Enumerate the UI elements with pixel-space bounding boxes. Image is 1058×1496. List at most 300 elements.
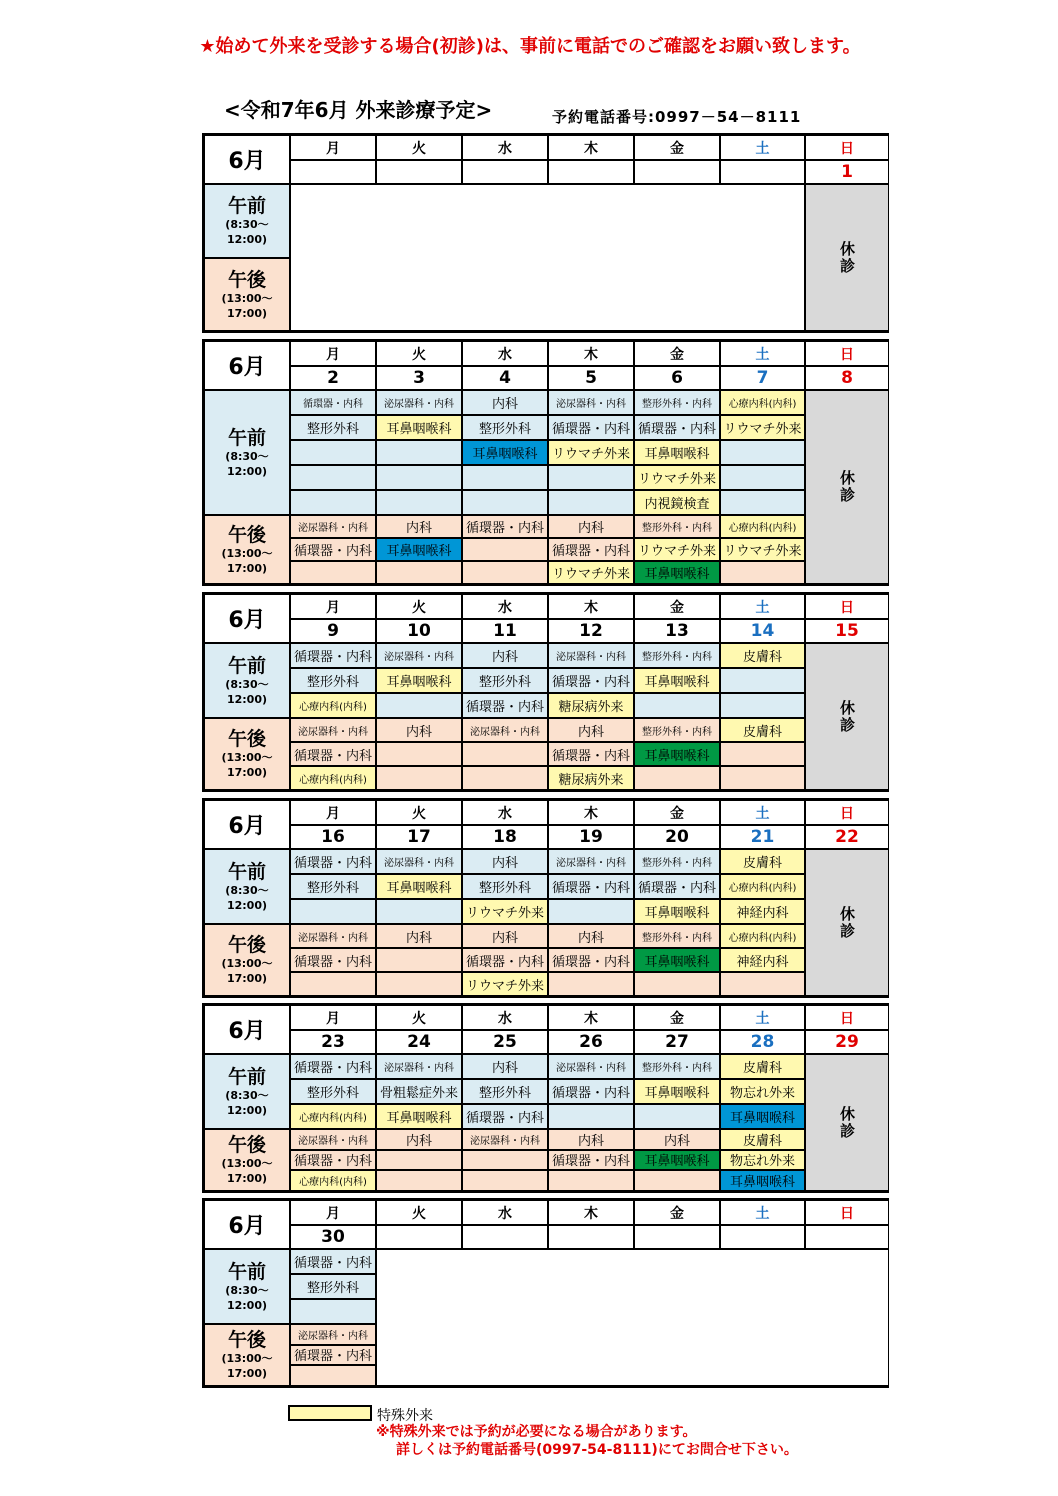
- weekday-label: 金: [634, 800, 720, 825]
- date-cell: 18: [462, 825, 548, 849]
- schedule-cell: 耳鼻咽喉科: [634, 440, 720, 465]
- date-cell: 14: [720, 619, 805, 643]
- slot-hours-close: 17:00): [226, 766, 268, 779]
- schedule-cell: 内科: [376, 718, 462, 742]
- schedule-cell: 泌尿器科・内科: [376, 390, 462, 415]
- schedule-cell: 整形外科・内科: [634, 849, 720, 874]
- schedule-cell-empty: [376, 465, 462, 490]
- schedule-cell-empty: [290, 465, 376, 490]
- weekday-label: 火: [376, 800, 462, 825]
- weekday-label: 日: [805, 135, 889, 160]
- weekday-label: 月: [290, 1200, 376, 1225]
- schedule-cell: 整形外科: [462, 1079, 548, 1104]
- schedule-cell: 循環器・内科: [548, 948, 634, 972]
- schedule-cell: 整形外科: [290, 874, 376, 899]
- schedule-cell-empty: [376, 693, 462, 718]
- schedule-cell: 整形外科・内科: [634, 718, 720, 742]
- slot-title: 午前: [227, 1065, 266, 1088]
- weekday-label: 金: [634, 594, 720, 619]
- slot-title: 午後: [227, 268, 266, 291]
- schedule-cell: リウマチ外来: [634, 465, 720, 490]
- schedule-cell: 循環器・内科: [290, 1054, 376, 1079]
- slot-hours-close: 12:00): [226, 1298, 268, 1312]
- schedule-cell-empty: [376, 948, 462, 972]
- schedule-cell-empty: [290, 561, 376, 584]
- slot-hours-open: (13:00～: [221, 1157, 273, 1170]
- schedule-cell-empty: [634, 1104, 720, 1129]
- weekday-label: 木: [548, 594, 634, 619]
- date-cell: [548, 160, 634, 184]
- page-title: <令和7年6月 外来診療予定>: [224, 98, 493, 122]
- weekday-label: 木: [548, 135, 634, 160]
- schedule-cell: 耳鼻咽喉科: [462, 440, 548, 465]
- schedule-cell: リウマチ外来: [548, 561, 634, 584]
- schedule-cell: 泌尿器科・内科: [376, 849, 462, 874]
- date-cell: 4: [462, 366, 548, 390]
- date-cell: [548, 1225, 634, 1249]
- schedule-cell: 循環器・内科: [290, 643, 376, 668]
- schedule-cell: 循環器・内科: [290, 390, 376, 415]
- date-cell: [634, 160, 720, 184]
- schedule-cell-empty: [548, 1104, 634, 1129]
- date-cell: 22: [805, 825, 889, 849]
- date-cell: 25: [462, 1030, 548, 1054]
- schedule-cell: 心療内科(内科): [290, 693, 376, 718]
- morning-label: [204, 849, 290, 924]
- schedule-cell: 耳鼻咽喉科: [634, 668, 720, 693]
- schedule-cell: 泌尿器科・内科: [376, 1054, 462, 1079]
- weekday-label: 土: [720, 594, 805, 619]
- schedule-cell: 整形外科・内科: [634, 643, 720, 668]
- schedule-cell: 整形外科: [462, 415, 548, 440]
- schedule-cell: 耳鼻咽喉科: [634, 899, 720, 924]
- schedule-cell: 耳鼻咽喉科: [376, 668, 462, 693]
- schedule-cell: 泌尿器科・内科: [290, 1129, 376, 1150]
- schedule-cell: 整形外科・内科: [634, 390, 720, 415]
- weekday-label: 月: [290, 1005, 376, 1030]
- schedule-cell-empty: [548, 465, 634, 490]
- date-cell: 5: [548, 366, 634, 390]
- weekday-label: 火: [376, 594, 462, 619]
- schedule-cell-empty: [290, 490, 376, 515]
- schedule-cell: 循環器・内科: [290, 849, 376, 874]
- weekday-label: 水: [462, 1005, 548, 1030]
- date-cell: 20: [634, 825, 720, 849]
- schedule-cell: 泌尿器科・内科: [548, 643, 634, 668]
- schedule-cell: 内科: [634, 1129, 720, 1150]
- schedule-cell: 循環器・内科: [548, 742, 634, 766]
- date-cell: [462, 160, 548, 184]
- weekday-label: 木: [548, 341, 634, 366]
- weekday-label: 土: [720, 1200, 805, 1225]
- date-cell: 1: [805, 160, 889, 184]
- slot-title: 午前: [227, 195, 266, 217]
- schedule-cell: 整形外科・内科: [634, 515, 720, 538]
- slot-hours-close: 12:00): [226, 1103, 268, 1117]
- weekday-label: 火: [376, 1005, 462, 1030]
- schedule-cell: 循環器・内科: [548, 1150, 634, 1171]
- week-block: [202, 798, 889, 998]
- schedule-cell: 整形外科: [290, 1274, 376, 1299]
- schedule-cell-empty: [548, 972, 634, 996]
- schedule-cell: 神経内科: [720, 899, 805, 924]
- schedule-cell: 心療内科(内科): [720, 515, 805, 538]
- date-cell: 9: [290, 619, 376, 643]
- schedule-cell: 耳鼻咽喉科: [634, 1079, 720, 1104]
- date-cell: 13: [634, 619, 720, 643]
- no-clinic-area: [376, 1249, 889, 1386]
- schedule-cell: 整形外科: [462, 668, 548, 693]
- schedule-cell: 心療内科(内科): [290, 766, 376, 790]
- schedule-cell: 内科: [376, 924, 462, 948]
- schedule-cell: 内科: [462, 1054, 548, 1079]
- schedule-cell-empty: [720, 440, 805, 465]
- schedule-cell-empty: [376, 766, 462, 790]
- slot-hours-open: (8:30～: [225, 883, 269, 897]
- date-cell: 15: [805, 619, 889, 643]
- weekday-label: 水: [462, 1200, 548, 1225]
- schedule-cell: 泌尿器科・内科: [548, 390, 634, 415]
- schedule-cell: リウマチ外来: [462, 972, 548, 996]
- schedule-cell-empty: [290, 1365, 376, 1386]
- schedule-cell-empty: [462, 1150, 548, 1171]
- week-block: [202, 1003, 889, 1193]
- schedule-cell: 整形外科: [462, 874, 548, 899]
- weekday-label: 木: [548, 1005, 634, 1030]
- slot-hours-close: 17:00): [226, 1172, 268, 1185]
- schedule-cell: 物忘れ外来: [720, 1079, 805, 1104]
- slot-title: 午前: [227, 654, 266, 677]
- morning-label: [204, 390, 290, 515]
- schedule-cell: 循環器・内科: [462, 693, 548, 718]
- schedule-cell: 心療内科(内科): [290, 1170, 376, 1191]
- date-cell: 24: [376, 1030, 462, 1054]
- schedule-cell: 泌尿器科・内科: [290, 515, 376, 538]
- reservation-note: [376, 1423, 798, 1459]
- slot-title: 午後: [227, 728, 266, 750]
- date-cell: 11: [462, 619, 548, 643]
- schedule-cell: 循環器・内科: [290, 948, 376, 972]
- weekday-label: 土: [720, 341, 805, 366]
- weekday-label: 木: [548, 1200, 634, 1225]
- date-cell: [720, 160, 805, 184]
- weekday-label: 月: [290, 800, 376, 825]
- schedule-cell-empty: [376, 1170, 462, 1191]
- schedule-cell-empty: [720, 766, 805, 790]
- date-cell: 29: [805, 1030, 889, 1054]
- slot-hours-close: 12:00): [226, 692, 268, 706]
- schedule-cell-empty: [720, 490, 805, 515]
- week-block: [202, 592, 889, 792]
- schedule-cell: 循環器・内科: [290, 1249, 376, 1274]
- date-cell: 19: [548, 825, 634, 849]
- schedule-cell: 耳鼻咽喉科: [720, 1170, 805, 1191]
- schedule-cell: リウマチ外来: [720, 538, 805, 561]
- date-cell: 27: [634, 1030, 720, 1054]
- slot-hours-close: 17:00): [226, 1367, 268, 1380]
- date-cell: [462, 1225, 548, 1249]
- week-block: [202, 1198, 889, 1388]
- afternoon-label: [204, 1129, 290, 1191]
- date-cell: 3: [376, 366, 462, 390]
- weekday-label: 土: [720, 1005, 805, 1030]
- schedule-cell: 整形外科: [290, 668, 376, 693]
- schedule-cell-empty: [290, 972, 376, 996]
- schedule-cell: 整形外科・内科: [634, 924, 720, 948]
- slot-title: 午後: [227, 523, 266, 546]
- date-cell: 10: [376, 619, 462, 643]
- schedule-cell: 心療内科(内科): [290, 1104, 376, 1129]
- schedule-cell-empty: [720, 465, 805, 490]
- schedule-cell: 心療内科(内科): [720, 390, 805, 415]
- schedule-cell-empty: [720, 668, 805, 693]
- schedule-cell-empty: [376, 899, 462, 924]
- schedule-cell: 耳鼻咽喉科: [720, 1104, 805, 1129]
- schedule-cell-empty: [462, 766, 548, 790]
- date-cell: 26: [548, 1030, 634, 1054]
- slot-hours-open: (8:30～: [225, 449, 269, 463]
- morning-label: [204, 643, 290, 718]
- schedule-cell: 循環器・内科: [548, 1079, 634, 1104]
- schedule-cell: 循環器・内科: [462, 515, 548, 538]
- weekday-label: 金: [634, 341, 720, 366]
- slot-hours-open: (13:00～: [221, 751, 273, 764]
- schedule-cell: 内視鏡検査: [634, 490, 720, 515]
- schedule-cell-empty: [720, 742, 805, 766]
- date-cell: 12: [548, 619, 634, 643]
- schedule-cell: 泌尿器科・内科: [376, 643, 462, 668]
- slot-hours-open: (13:00～: [221, 1352, 273, 1365]
- date-cell: 7: [720, 366, 805, 390]
- schedule-cell: 皮膚科: [720, 643, 805, 668]
- weekday-label: 土: [720, 800, 805, 825]
- date-cell: 28: [720, 1030, 805, 1054]
- slot-hours-open: (13:00～: [221, 546, 273, 560]
- slot-hours-close: 17:00): [226, 972, 268, 985]
- schedule-cell: リウマチ外来: [548, 440, 634, 465]
- schedule-cell-empty: [548, 490, 634, 515]
- weekday-label: 水: [462, 800, 548, 825]
- schedule-cell: 循環器・内科: [634, 874, 720, 899]
- schedule-cell: 整形外科: [290, 1079, 376, 1104]
- schedule-cell-empty: [290, 899, 376, 924]
- schedule-cell-empty: [462, 1170, 548, 1191]
- weekday-label: 月: [290, 594, 376, 619]
- date-cell: [290, 160, 376, 184]
- sunday-closed: 休診: [805, 849, 889, 996]
- schedule-cell-empty: [720, 972, 805, 996]
- week-block: [202, 133, 889, 333]
- weekday-label: 火: [376, 135, 462, 160]
- schedule-cell: 循環器・内科: [462, 948, 548, 972]
- weekday-label: 水: [462, 135, 548, 160]
- week-block: [202, 339, 889, 586]
- schedule-cell: 内科: [462, 643, 548, 668]
- schedule-cell: 内科: [462, 390, 548, 415]
- month-label: 6月: [204, 594, 290, 643]
- morning-label: [204, 184, 290, 258]
- date-cell: 16: [290, 825, 376, 849]
- date-cell: 6: [634, 366, 720, 390]
- schedule-cell: 耳鼻咽喉科: [634, 1150, 720, 1171]
- schedule-cell-empty: [634, 972, 720, 996]
- schedule-cell: 循環器・内科: [462, 1104, 548, 1129]
- schedule-cell-empty: [462, 561, 548, 584]
- schedule-cell: 耳鼻咽喉科: [634, 561, 720, 584]
- date-cell: 21: [720, 825, 805, 849]
- month-label: 6月: [204, 341, 290, 390]
- schedule-cell: 整形外科・内科: [634, 1054, 720, 1079]
- date-cell: [634, 1225, 720, 1249]
- morning-label: [204, 1249, 290, 1324]
- weekday-label: 日: [805, 341, 889, 366]
- date-cell: [720, 1225, 805, 1249]
- schedule-cell: 耳鼻咽喉科: [376, 538, 462, 561]
- sunday-closed: 休診: [805, 643, 889, 790]
- weekday-label: 金: [634, 135, 720, 160]
- schedule-cell: 心療内科(内科): [720, 924, 805, 948]
- weekday-label: 金: [634, 1005, 720, 1030]
- weekday-label: 月: [290, 135, 376, 160]
- schedule-cell: 糖尿病外来: [548, 693, 634, 718]
- date-cell: 30: [290, 1225, 376, 1249]
- weekday-label: 金: [634, 1200, 720, 1225]
- schedule-cell-empty: [376, 742, 462, 766]
- schedule-cell: リウマチ外来: [720, 415, 805, 440]
- schedule-cell: 耳鼻咽喉科: [634, 948, 720, 972]
- month-label: 6月: [204, 1200, 290, 1249]
- afternoon-label: [204, 515, 290, 584]
- schedule-cell-empty: [634, 766, 720, 790]
- schedule-cell: 皮膚科: [720, 849, 805, 874]
- schedule-cell: 泌尿器科・内科: [290, 1324, 376, 1345]
- schedule-cell-empty: [720, 693, 805, 718]
- schedule-cell: 循環器・内科: [548, 668, 634, 693]
- weekday-label: 日: [805, 594, 889, 619]
- slot-hours-open: (8:30～: [225, 218, 269, 231]
- slot-hours-close: 12:00): [226, 898, 268, 912]
- weekday-label: 火: [376, 341, 462, 366]
- schedule-cell: 泌尿器科・内科: [290, 924, 376, 948]
- weekday-label: 火: [376, 1200, 462, 1225]
- slot-hours-close: 12:00): [226, 233, 268, 246]
- schedule-cell: 内科: [548, 718, 634, 742]
- schedule-cell: 泌尿器科・内科: [548, 849, 634, 874]
- schedule-cell: 循環器・内科: [634, 415, 720, 440]
- afternoon-label: [204, 258, 290, 331]
- schedule-cell: 循環器・内科: [290, 538, 376, 561]
- schedule-cell: リウマチ外来: [462, 899, 548, 924]
- date-cell: 2: [290, 366, 376, 390]
- schedule-cell: 内科: [462, 924, 548, 948]
- date-cell: 17: [376, 825, 462, 849]
- weekday-label: 水: [462, 594, 548, 619]
- schedule-cell: リウマチ外来: [634, 538, 720, 561]
- reservation-note-line-2: 詳しくは予約電話番号(0997-54-8111)にてお問合せ下さい。: [396, 1442, 798, 1458]
- slot-title: 午前: [227, 426, 266, 449]
- slot-hours-close: 17:00): [226, 561, 268, 575]
- slot-hours-close: 12:00): [226, 464, 268, 478]
- slot-hours-open: (8:30～: [225, 677, 269, 691]
- slot-hours-open: (13:00～: [221, 291, 273, 305]
- schedule-cell: 内科: [376, 1129, 462, 1150]
- schedule-cell: 内科: [548, 515, 634, 538]
- date-cell: [805, 1225, 889, 1249]
- schedule-cell-empty: [462, 465, 548, 490]
- afternoon-label: [204, 1324, 290, 1386]
- date-cell: 8: [805, 366, 889, 390]
- schedule-cell: 糖尿病外来: [548, 766, 634, 790]
- schedule-cell: 泌尿器科・内科: [462, 1129, 548, 1150]
- date-cell: [376, 160, 462, 184]
- date-cell: 23: [290, 1030, 376, 1054]
- schedule-cell-empty: [548, 1170, 634, 1191]
- slot-hours-open: (8:30～: [225, 1088, 269, 1102]
- schedule-cell-empty: [548, 899, 634, 924]
- reservation-phone: 予約電話番号:0997－54－8111: [552, 108, 802, 126]
- schedule-cell: 内科: [548, 924, 634, 948]
- schedule-cell: 内科: [376, 515, 462, 538]
- schedule-cell: 耳鼻咽喉科: [376, 874, 462, 899]
- afternoon-label: [204, 924, 290, 996]
- sunday-closed: 休診: [805, 390, 889, 584]
- weekday-label: 日: [805, 1005, 889, 1030]
- schedule-cell: 皮膚科: [720, 1129, 805, 1150]
- schedule-cell: 皮膚科: [720, 1054, 805, 1079]
- schedule-cell: 骨粗鬆症外来: [376, 1079, 462, 1104]
- schedule-cell-empty: [376, 440, 462, 465]
- sunday-closed: 休診: [805, 1054, 889, 1191]
- reservation-note-line-1: ※特殊外来では予約が必要になる場合があります。: [376, 1424, 697, 1440]
- no-clinic-area: [290, 184, 805, 331]
- schedule-cell: 心療内科(内科): [720, 874, 805, 899]
- schedule-cell-empty: [376, 1150, 462, 1171]
- slot-title: 午前: [227, 1260, 266, 1283]
- slot-title: 午後: [227, 1134, 266, 1156]
- schedule-cell-empty: [462, 742, 548, 766]
- schedule-cell: 循環器・内科: [290, 1150, 376, 1171]
- slot-title: 午後: [227, 1329, 266, 1351]
- schedule-cell: 泌尿器科・内科: [548, 1054, 634, 1079]
- weekday-label: 日: [805, 800, 889, 825]
- slot-title: 午後: [227, 934, 266, 956]
- schedule-cell: 神経内科: [720, 948, 805, 972]
- schedule-cell: 皮膚科: [720, 718, 805, 742]
- slot-hours-open: (8:30～: [225, 1283, 269, 1297]
- schedule-cell-empty: [634, 1170, 720, 1191]
- schedule-cell: 内科: [548, 1129, 634, 1150]
- schedule-cell: 循環器・内科: [548, 415, 634, 440]
- schedule-cell-empty: [376, 490, 462, 515]
- schedule-cell: 内科: [462, 849, 548, 874]
- weekday-label: 木: [548, 800, 634, 825]
- schedule-cell: 循環器・内科: [548, 874, 634, 899]
- schedule-cell-empty: [462, 538, 548, 561]
- schedule-cell: 物忘れ外来: [720, 1150, 805, 1171]
- weekday-label: 土: [720, 135, 805, 160]
- schedule-cell-empty: [462, 490, 548, 515]
- month-label: 6月: [204, 1005, 290, 1054]
- schedule-cell: 耳鼻咽喉科: [634, 742, 720, 766]
- month-label: 6月: [204, 135, 290, 184]
- slot-title: 午前: [227, 860, 266, 883]
- weekday-label: 日: [805, 1200, 889, 1225]
- legend-label: 特殊外来: [377, 1408, 433, 1424]
- schedule-cell: 耳鼻咽喉科: [376, 1104, 462, 1129]
- weekday-label: 水: [462, 341, 548, 366]
- schedule-cell-empty: [290, 440, 376, 465]
- schedule-cell: 循環器・内科: [548, 538, 634, 561]
